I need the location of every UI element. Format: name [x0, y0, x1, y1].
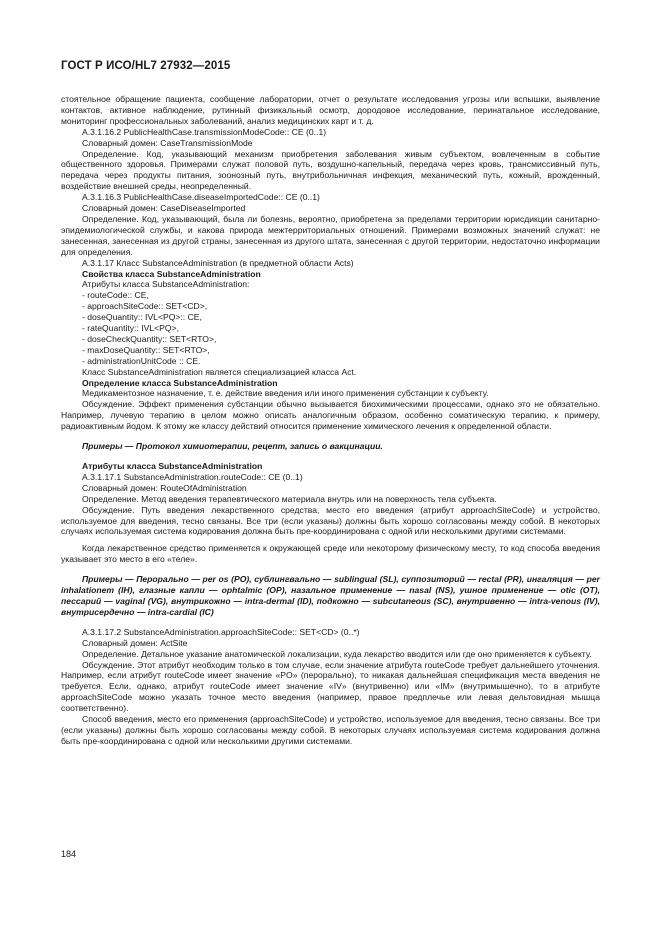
subheading-class-properties: Свойства класса SubstanceAdministration	[82, 268, 261, 279]
vocabulary-domain: Словарный домен: ActSite	[82, 637, 188, 648]
attribute-list-item: - rateQuantity:: IVL<PQ>,	[82, 323, 179, 334]
document-header: ГОСТ Р ИСО/HL7 27932—2015	[61, 60, 231, 72]
examples-paragraph: Примеры — Перорально — per os (PO), сублингвально — sublingual (SL), суппозиторий — rectal (PR), ингаляция — per inhalationem (IH), глазные капли — ophtalmic (OP), назальное применение — nasal (NS), ушное применение — otic (OT), пессарий — vaginal (VG), внутрикожно — intra-dermal (ID), подкожно — subcutaneous (SC), внутривенно — intra-venous (IV), внутрисердечно — intra-cardial (IC)	[61, 574, 600, 617]
note-paragraph: Когда лекарственное средство применяется к окружающей среде или некоторому физическому месту, то код способа введения указывает это место в его «теле».	[61, 543, 600, 565]
section-heading-a-3-1-17-1: A.3.1.17.1 SubstanceAdministration.routeCode:: CE (0..1)	[82, 471, 303, 482]
examples-paragraph: Примеры — Протокол химиотерапии, рецепт, запись о вакцинации.	[82, 441, 383, 452]
vocabulary-domain: Словарный домен: CaseTransmissionMode	[82, 137, 253, 148]
attribute-list-item: - administrationUnitCode :: CE.	[82, 355, 201, 366]
subheading-class-attributes: Атрибуты класса SubstanceAdministration	[82, 461, 263, 471]
attribute-list-item: - doseCheckQuantity:: SET<RTO>,	[82, 333, 217, 344]
vocabulary-domain: Словарный домен: CaseDiseaseImported	[82, 203, 246, 214]
definition-paragraph: Определение. Код, указывающий, была ли болезнь, вероятно, приобретена за пределами территории юрисдикции санитарно-эпидемиологической службы, и какова природа межтерриториальных отношений. Примерами возможных значений служат: не занесенная, занесенная из другой страны, занесенная из другого штата, занесенная с другой территории, недостаточно информации для определения.	[61, 213, 600, 257]
attribute-list-item: - approachSiteCode:: SET<CD>,	[82, 301, 208, 312]
attribute-list-item: - routeCode:: CE,	[82, 290, 149, 301]
document-body	[61, 94, 600, 747]
attribute-list-item: - maxDoseQuantity:: SET<RTO>,	[82, 344, 210, 355]
vocabulary-domain: Словарный домен: RouteOfAdministration	[82, 482, 247, 493]
discussion-paragraph: Обсуждение. Путь введения лекарственного средства, место его введения (атрибут approachSiteCode) и устройство, используемое для введения, тесно связаны. Все три (если указаны) должны быть хорошо согласованы между собой. В некоторых случаях используемая система кодирования должна быть пре-координирована с одной или несколькими другими системами.	[61, 504, 600, 537]
specialization-note: Класс SubstanceAdministration является специализацией класса Act.	[82, 366, 357, 377]
attribute-list-item: - doseQuantity:: IVL<PQ>:: CE,	[82, 312, 202, 323]
subheading-class-definition: Определение класса SubstanceAdministration	[82, 377, 278, 388]
section-heading-a-3-1-16-2: A.3.1.16.2 PublicHealthCase.transmissionModeCode:: CE (0..1)	[82, 126, 327, 137]
definition-paragraph: Определение. Метод введения терапевтического материала внутрь или на поверхность тела субъекта.	[82, 493, 497, 504]
definition-paragraph: Определение. Детальное указание анатомической локализации, куда лекарство вводится или где оно применяется к субъекту.	[82, 648, 592, 659]
discussion-paragraph: Обсуждение. Эффект применения субстанции обычно вызывается биохимическими процессами, однако это не обязательно. Например, лучевую терапию в целом можно описать аналогичным образом, особенно соматическую терапию, к примеру, радиоактивным йодом. К этому же классу действий относится применение химического лечения к определенной области.	[61, 399, 600, 432]
discussion-paragraph: Обсуждение. Этот атрибут необходим только в том случае, если значение атрибута routeCode требует дальнейшего уточнения. Например, если атрибут routeCode имеет значение «PO» (перорально), то никакая дальнейшая спецификация места введения не требуется. Если, однако, атрибут routeCode имеет значение «IV» (внутривенно) или «IM» (внутримышечно), то в атрибуте approachSiteCode можно указать точное место введения (например, правое предплечье или левая дельтовидная мышца соответственно).	[61, 659, 600, 714]
attributes-intro: Атрибуты класса SubstanceAdministration:	[82, 279, 250, 290]
section-heading-a-3-1-17: A.3.1.17 Класс SubstanceAdministration (в предметной области Acts)	[82, 257, 354, 268]
page-number: 184	[61, 849, 77, 859]
section-heading-a-3-1-17-2: A.3.1.17.2 SubstanceAdministration.approachSiteCode:: SET<CD> (0..*)	[82, 626, 360, 637]
definition-paragraph: Определение. Код, указывающий механизм приобретения заболевания живым субъектом, вовлеченным в событие общественного здоровья. Примерами служат половой путь, воздушно-капельный, передача через кровь, трансмиссивный путь, передача через продукты питания, зоонозный путь, внутрибольничная инфекция, механический путь, кожный, врожденный, воздействие внешней среды, неопределенный.	[61, 148, 600, 192]
note-paragraph: Способ введения, место его применения (approachSiteCode) и устройство, используемое для введения, тесно связаны. Все три (если указаны) должны быть хорошо согласованы между собой. В некоторых случаях используемая система кодирования должна быть пре-координирована с одной или несколькими другими системами.	[61, 714, 600, 746]
paragraph-continuation: стоятельное обращение пациента, сообщение лаборатории, отчет о результате исследования угрозы или вспышки, выявление контактов, активное наблюдение, рутинный физикальный осмотр, дородовое исследование, перинатальное исследование, мониторинг профессиональных заболеваний, анализ медицинских карт и т. д.	[61, 94, 600, 126]
definition-paragraph: Медикаментозное назначение, т. е. действие введения или иного применения субстанции к субъекту.	[82, 388, 489, 399]
section-heading-a-3-1-16-3: A.3.1.16.3 PublicHealthCase.diseaseImportedCode:: CE (0..1)	[82, 192, 320, 203]
